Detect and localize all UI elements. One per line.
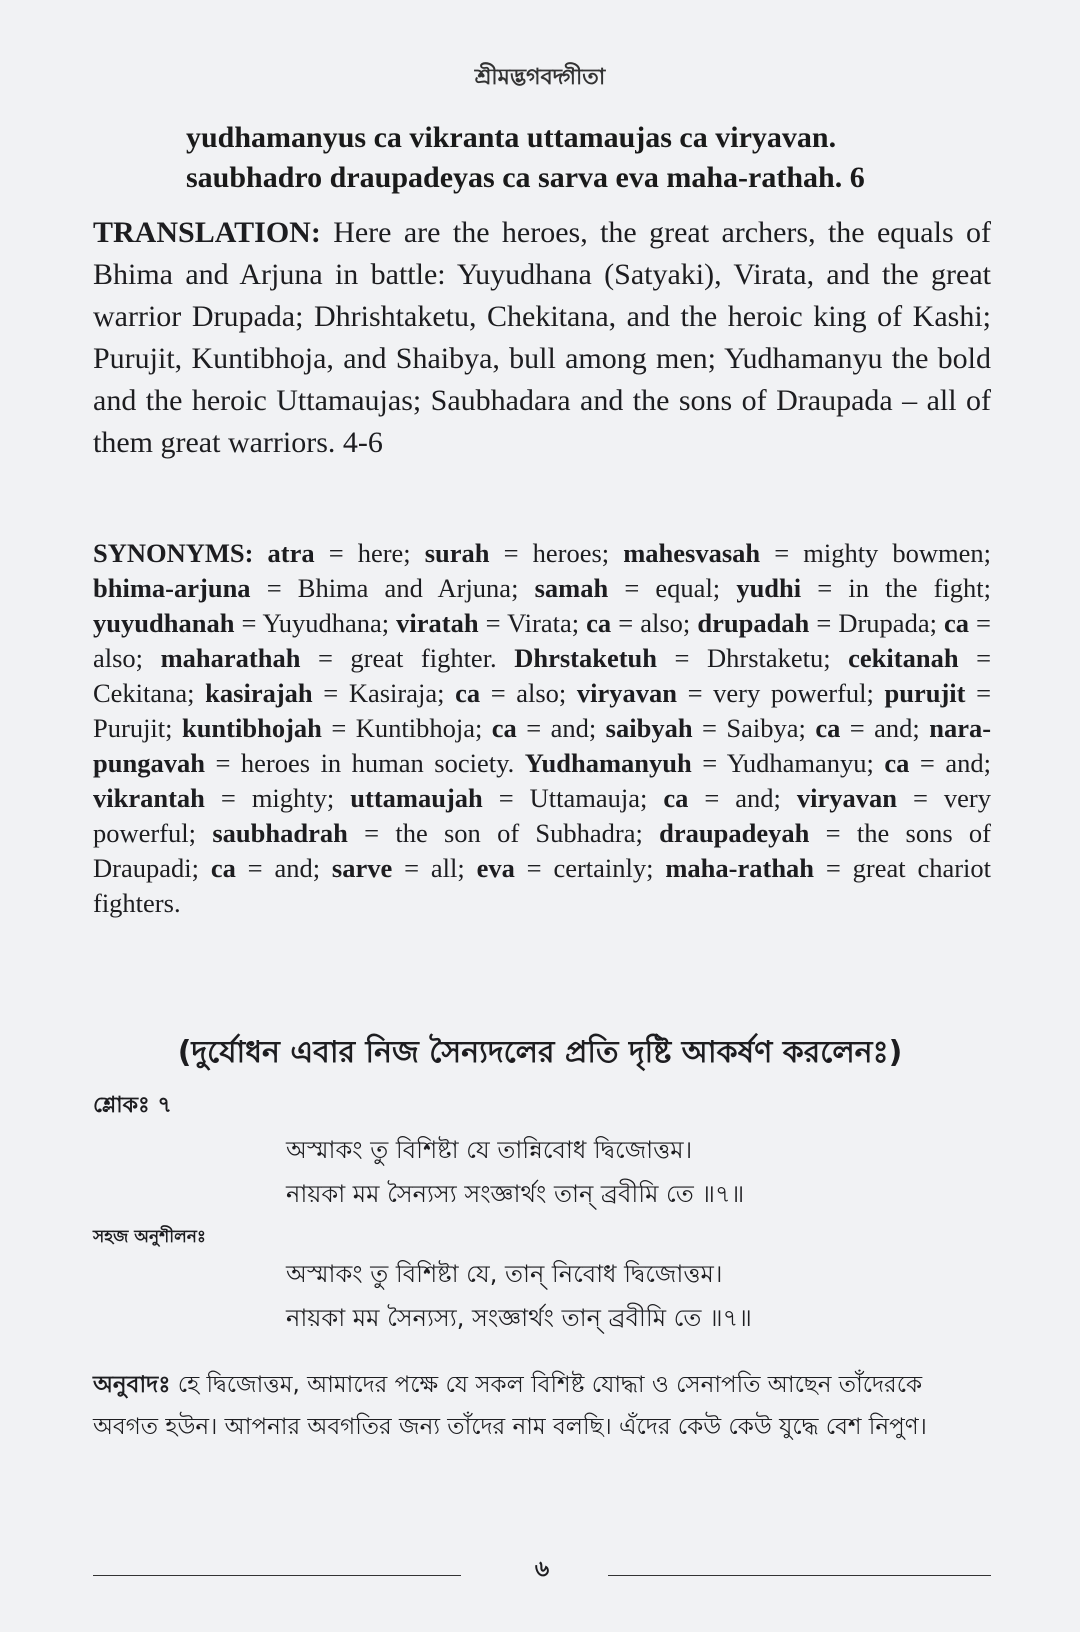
synonym-term: ca <box>944 608 970 638</box>
synonym-term: saibyah <box>605 713 693 743</box>
synonym-meaning: certainly; <box>553 853 654 883</box>
anubad-paragraph <box>93 1364 991 1448</box>
sahaj-line-2: নায়কা মম সৈন্যস্য, সংজ্ঞার্থং তান্ ব্রবীমি তে ॥৭॥ <box>286 1304 752 1332</box>
synonym-term: yudhi <box>736 573 802 603</box>
verse-line-2: saubhadro draupadeyas ca sarva eva maha-rathah. 6 <box>186 161 865 194</box>
synonym-term: mahesvasah <box>623 538 761 568</box>
synonym-meaning: Purujit; <box>93 713 173 743</box>
synonym-term: purujit <box>884 678 966 708</box>
synonym-meaning: also; <box>516 678 567 708</box>
synonym-term: sarve <box>331 853 393 883</box>
anubad-label: অনুবাদঃ <box>93 1372 171 1398</box>
synonym-term: saubhadrah <box>212 818 348 848</box>
synonym-term: cekitanah <box>848 643 959 673</box>
synonym-meaning: Drupada; <box>838 608 937 638</box>
bengali-heading: (দুর্যোধন এবার নিজ সৈন্যদলের প্রতি দৃষ্টি আকর্ষণ করলেনঃ) <box>177 1035 903 1070</box>
synonym-term: samah <box>534 573 609 603</box>
synonym-term: viryavan <box>796 783 898 813</box>
synonym-term: vikrantah <box>93 783 205 813</box>
synonym-meaning: great chariot fighters. <box>93 853 992 918</box>
synonym-meaning: Kasiraja; <box>348 678 445 708</box>
synonym-term: Yudhamanyuh <box>524 748 692 778</box>
synonyms-paragraph <box>93 536 991 921</box>
translation-paragraph <box>93 212 991 464</box>
synonym-meaning: Dhrstaketu; <box>706 643 831 673</box>
synonym-term: ca <box>663 783 689 813</box>
synonym-meaning: very powerful; <box>713 678 874 708</box>
synonym-term: ca <box>815 713 841 743</box>
synonym-term: kasirajah <box>205 678 313 708</box>
synonym-term: surah <box>424 538 490 568</box>
synonym-meaning: also; <box>640 608 691 638</box>
running-header: শ্রীমদ্ভগবদ্গীতা <box>474 64 606 89</box>
synonym-meaning: Yudhamanyu; <box>726 748 874 778</box>
synonym-term: yuyudhanah <box>93 608 235 638</box>
synonym-meaning: Kuntibhoja; <box>355 713 483 743</box>
synonym-meaning: here; <box>357 538 411 568</box>
synonym-term: uttamaujah <box>350 783 483 813</box>
synonyms-label: SYNONYMS: <box>93 538 254 568</box>
synonym-meaning: the sons of Draupadi; <box>93 818 992 883</box>
synonym-term: viratah <box>396 608 479 638</box>
synonym-meaning: Bhima and Arjuna; <box>297 573 519 603</box>
synonym-meaning: and; <box>735 783 781 813</box>
synonym-term: kuntibhojah <box>181 713 322 743</box>
footer-rule-left <box>93 1575 461 1576</box>
synonyms-list: atra = here; surah = heroes; mahesvasah = mighty bowmen; bhima-arjuna = Bhima and Arjuna; samah = equal; yudhi = in the fight; yuyudhanah = Yuyudhana; viratah = Virata; ca = also; drupadah = Drupada; ca = also; maharathah = great fighter. Dhrstaketuh = Dhrstaketu; cekitanah = Cekitana; kasirajah = Kasiraja; ca = also; viryavan = very powerful; purujit = Purujit; kuntibhojah = Kuntibhoja; ca = and; saibyah = Saibya; ca = and; nara-pungavah = heroes in human society. Yudhamanyuh = Yudhamanyu; ca = and; vikrantah = mighty; uttamaujah = Uttamauja; ca = and; viryavan = very powerful; saubhadrah = the son of Subhadra; draupadeyah = the sons of Draupadi; ca = and; sarve = all; eva = certainly; maha-rathah = great chariot fighters. <box>93 538 992 918</box>
synonym-meaning: great fighter. <box>350 643 497 673</box>
synonym-term: eva <box>476 853 515 883</box>
synonym-meaning: Yuyudhana; <box>262 608 390 638</box>
sloka-line-1: অস্মাকং তু বিশিষ্টা যে তান্নিবোধ দ্বিজোত্তম। <box>286 1136 693 1164</box>
footer-rule-right <box>608 1575 991 1576</box>
verse-line-1: yudhamanyus ca vikranta uttamaujas ca viryavan. <box>186 121 837 154</box>
synonym-term: maha-rathah <box>665 853 815 883</box>
translation-text: Here are the heroes, the great archers, the equals of Bhima and Arjuna in battle: Yuyudhana (Satyaki), Virata, and the great warrior Drupada; Dhrishtaketu, Chekitana, and the heroic king of Kashi; Purujit, Kuntibhoja, and Shaibya, bull among men; Yudhamanyu the bold and the heroic Uttamaujas; Saubhadara and the sons of Draupada – all of them great warriors. 4-6 <box>93 216 991 459</box>
synonym-meaning: Cekitana; <box>93 678 195 708</box>
transliterated-verse <box>186 118 1006 198</box>
sloka-label: শ্লোকঃ ৭ <box>93 1093 172 1118</box>
synonym-meaning: also; <box>93 643 144 673</box>
synonym-term: draupadeyah <box>659 818 810 848</box>
synonym-meaning: the son of Subhadra; <box>395 818 643 848</box>
sahaj-label: সহজ অনুশীলনঃ <box>93 1227 206 1247</box>
synonym-meaning: all; <box>430 853 465 883</box>
synonym-term: ca <box>884 748 910 778</box>
synonym-term: atra <box>267 538 315 568</box>
synonym-term: Dhrstaketuh <box>514 643 658 673</box>
synonym-term: ca <box>455 678 481 708</box>
synonym-term: ca <box>491 713 517 743</box>
synonym-meaning: and; <box>874 713 920 743</box>
anubad-text: হে দ্বিজোত্তম, আমাদের পক্ষে যে সকল বিশিষ্ট যোদ্ধা ও সেনাপতি আছেন তাঁদেরকে অবগত হউন। আপনার অবগতির জন্য তাঁদের নাম বলছি। এঁদের কেউ কেউ যুদ্ধে বেশ নিপুণ। <box>93 1372 927 1440</box>
synonym-meaning: very powerful; <box>93 783 992 848</box>
synonym-meaning: Uttamauja; <box>529 783 648 813</box>
synonym-term: bhima-arjuna <box>93 573 251 603</box>
synonym-meaning: and; <box>550 713 597 743</box>
synonym-meaning: in the fight; <box>848 573 991 603</box>
synonym-meaning: Saibya; <box>726 713 806 743</box>
translation-label: TRANSLATION: <box>93 216 321 249</box>
synonym-term: ca <box>210 853 236 883</box>
synonym-meaning: Virata; <box>507 608 580 638</box>
synonym-term: nara-pungavah <box>93 713 992 778</box>
synonym-meaning: heroes; <box>532 538 610 568</box>
page-number: ৬ <box>534 1557 550 1582</box>
synonym-meaning: mighty bowmen; <box>803 538 991 568</box>
synonym-meaning: and; <box>274 853 321 883</box>
synonym-term: ca <box>586 608 612 638</box>
sloka-line-2: নায়কা মম সৈন্যস্য সংজ্ঞার্থং তান্ ব্রবীমি তে ॥৭॥ <box>286 1180 745 1208</box>
sahaj-line-1: অস্মাকং তু বিশিষ্টা যে, তান্ নিবোধ দ্বিজোত্তম। <box>286 1260 723 1288</box>
synonym-term: viryavan <box>576 678 678 708</box>
synonym-meaning: equal; <box>655 573 721 603</box>
synonym-meaning: heroes in human society. <box>240 748 515 778</box>
synonym-term: drupadah <box>697 608 810 638</box>
synonym-term: maharathah <box>160 643 301 673</box>
synonym-meaning: mighty; <box>251 783 335 813</box>
synonym-meaning: and; <box>945 748 992 778</box>
